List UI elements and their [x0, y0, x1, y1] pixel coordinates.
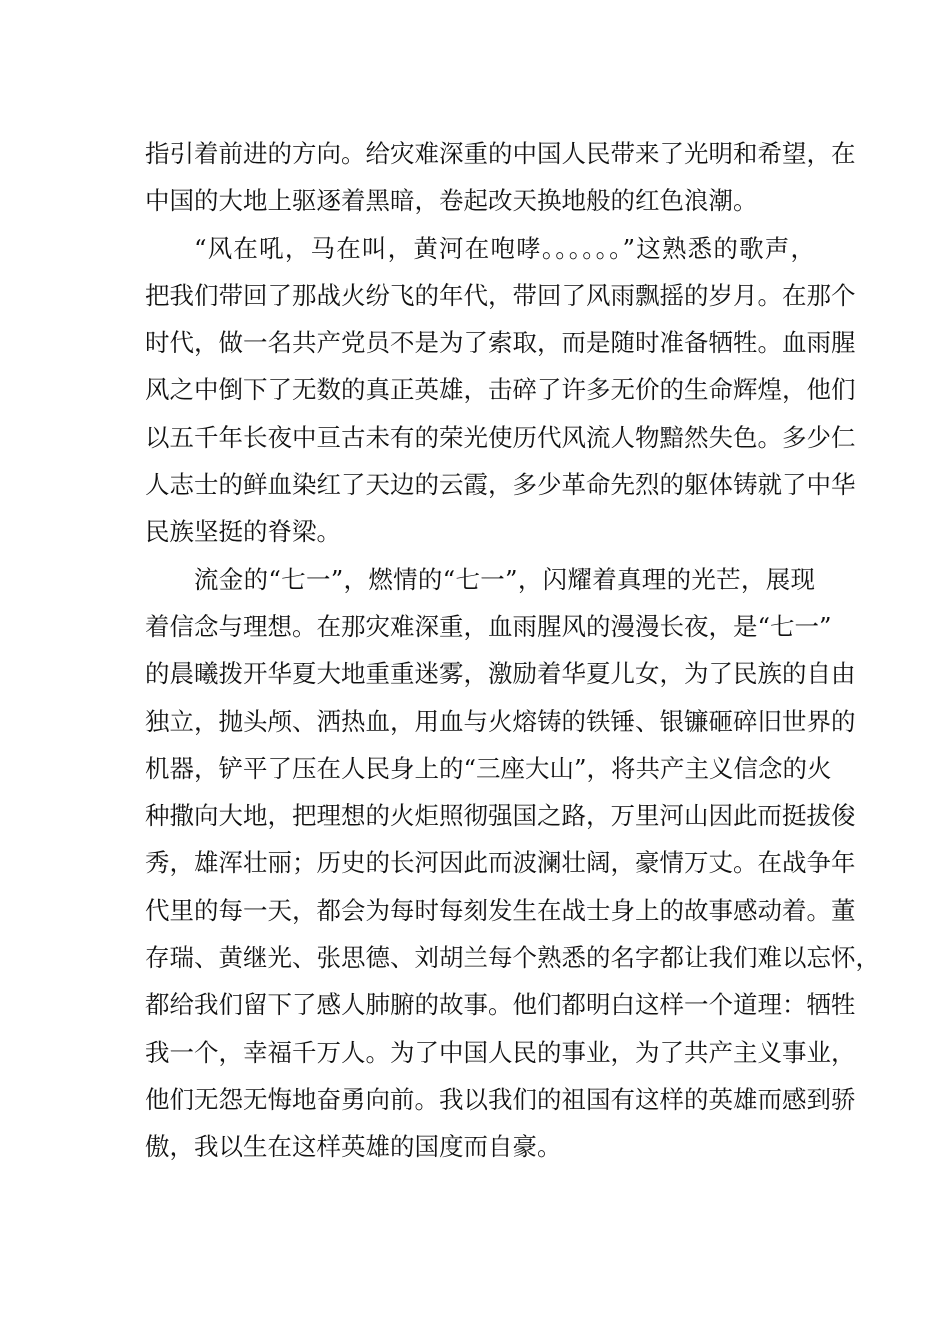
text-line: 指引着前进的方向。给灾难深重的中国人民带来了光明和希望，在 — [145, 139, 856, 168]
text-line: 他们无怨无悔地奋勇向前。我以我们的祖国有这样的英雄而感到骄 — [145, 1084, 856, 1114]
text-line: 着信念与理想。在那灾难深重，血雨腥风的漫漫长夜，是“七一” — [145, 611, 832, 641]
text-line: “风在吼，马在叫，黄河在咆哮。。。。。。”这熟悉的歌声， — [194, 233, 815, 263]
text-line: 代里的每一天，都会为每时每刻发生在战士身上的故事感动着。董 — [145, 895, 856, 925]
text-line: 时代，做一名共产党员不是为了索取，而是随时准备牺牲。血雨腥 — [145, 328, 856, 358]
text-line: 的晨曦拨开华夏大地重重迷雾，激励着华夏儿女，为了民族的自由 — [145, 659, 856, 689]
text-line: 都给我们留下了感人肺腑的故事。他们都明白这样一个道理：牺牲 — [145, 990, 856, 1020]
text-line: 民族坚挺的脊梁。 — [145, 517, 341, 547]
text-line: 风之中倒下了无数的真正英雄，击碎了许多无价的生命辉煌，他们 — [145, 375, 856, 405]
text-line: 人志士的鲜血染红了天边的云霞，多少革命先烈的躯体铸就了中华 — [145, 470, 856, 500]
paragraph-2 — [145, 225, 856, 556]
text-line: 以五千年长夜中亘古未有的荣光使历代风流人物黯然失色。多少仁 — [145, 422, 856, 452]
text-line: 种撒向大地，把理想的火炬照彻强国之路，万里河山因此而挺拔俊 — [145, 801, 856, 831]
text-line: 存瑞、黄继光、张思德、刘胡兰每个熟悉的名字都让我们难以忘怀， — [145, 943, 880, 973]
text-line: 中国的大地上驱逐着黑暗，卷起改天换地般的红色浪潮。 — [145, 186, 758, 216]
paragraph-1 — [145, 130, 856, 225]
paragraph-3 — [145, 556, 880, 1171]
text-line: 把我们带回了那战火纷飞的年代，带回了风雨飘摇的岁月。在那个 — [145, 280, 856, 310]
text-line: 傲，我以生在这样英雄的国度而自豪。 — [145, 1132, 562, 1162]
document-body — [145, 130, 880, 1171]
text-line: 独立，抛头颅、洒热血，用血与火熔铸的铁锤、银镰砸碎旧世界的 — [145, 706, 856, 736]
text-line: 机器，铲平了压在人民身上的“三座大山”，将共产主义信念的火 — [145, 753, 832, 783]
text-line: 秀，雄浑壮丽；历史的长河因此而波澜壮阔，豪情万丈。在战争年 — [145, 848, 856, 878]
text-line: 我一个，幸福千万人。为了中国人民的事业，为了共产主义事业， — [145, 1037, 856, 1067]
text-line: 流金的“七一”，燃情的“七一”，闪耀着真理的光芒，展现 — [194, 564, 815, 594]
